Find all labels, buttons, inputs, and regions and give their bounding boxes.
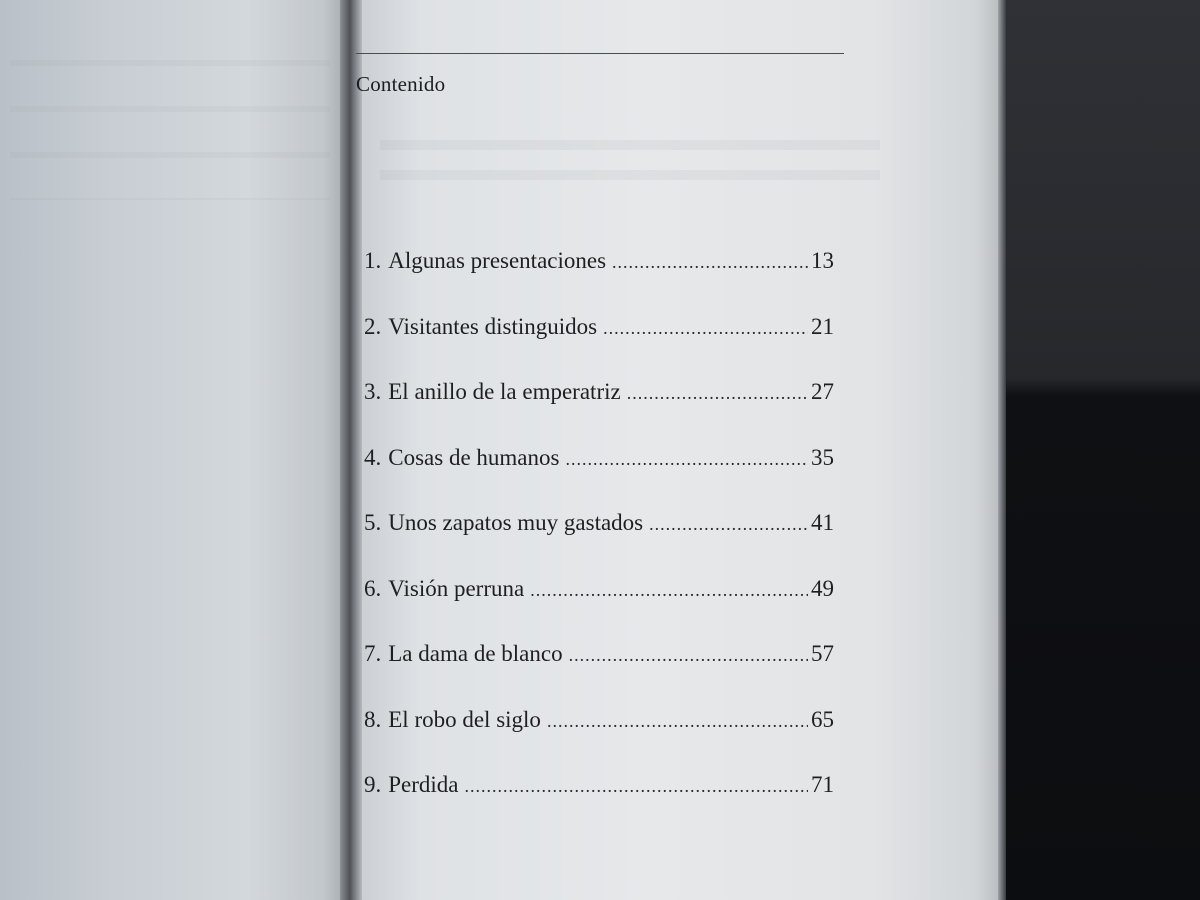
page-number: 21 xyxy=(811,313,834,339)
table-of-contents xyxy=(364,248,834,838)
toc-entry xyxy=(364,379,834,445)
dot-leader xyxy=(627,383,808,404)
page-number: 57 xyxy=(811,641,834,666)
toc-entry xyxy=(364,641,834,707)
page-number: 41 xyxy=(811,510,834,535)
chapter-title: El anillo de la emperatriz xyxy=(388,379,621,404)
chapter-number: 4. xyxy=(364,444,382,470)
chapter-number: 7. xyxy=(364,641,382,666)
chapter-title: El robo del siglo xyxy=(388,706,541,732)
dot-leader xyxy=(565,449,808,470)
toc-entry xyxy=(364,772,834,838)
toc-entry xyxy=(364,707,834,773)
chapter-title: Unos zapatos muy gastados xyxy=(388,510,644,535)
toc-entry xyxy=(364,314,834,380)
chapter-title: Algunas presentaciones xyxy=(388,248,607,273)
page-number: 27 xyxy=(811,379,834,404)
show-through-text xyxy=(10,60,330,200)
chapter-title: La dama de blanco xyxy=(388,641,563,666)
toc-entry xyxy=(364,248,834,314)
chapter-number: 8. xyxy=(364,706,382,732)
chapter-number: 1. xyxy=(364,248,382,273)
book-gutter xyxy=(340,0,362,900)
dot-leader xyxy=(612,252,808,273)
chapter-title: Visitantes distinguidos xyxy=(388,313,598,339)
dot-leader xyxy=(649,514,808,535)
chapter-number: 2. xyxy=(364,313,382,339)
page-number: 65 xyxy=(811,706,834,732)
chapter-title: Cosas de humanos xyxy=(388,444,560,470)
contents-heading: Contenido xyxy=(356,72,446,96)
dot-leader xyxy=(547,711,808,732)
background xyxy=(1000,0,1200,900)
show-through-text xyxy=(380,140,880,200)
toc-entry xyxy=(364,445,834,511)
toc-entry xyxy=(364,510,834,576)
chapter-number: 6. xyxy=(364,575,382,601)
dot-leader xyxy=(569,645,808,666)
chapter-title: Perdida xyxy=(388,772,459,797)
page-number: 35 xyxy=(811,444,834,470)
chapter-number: 3. xyxy=(364,379,382,404)
dot-leader xyxy=(603,318,808,339)
chapter-number: 5. xyxy=(364,510,382,535)
page-edge xyxy=(998,0,1006,900)
page-number: 13 xyxy=(811,248,834,273)
chapter-number: 9. xyxy=(364,772,382,797)
left-page xyxy=(0,0,352,900)
dot-leader xyxy=(530,580,808,601)
page-number: 71 xyxy=(811,772,834,797)
page-number: 49 xyxy=(811,575,834,601)
toc-entry xyxy=(364,576,834,642)
header-rule xyxy=(356,53,844,54)
dot-leader xyxy=(465,776,808,797)
chapter-title: Visión perruna xyxy=(388,575,525,601)
